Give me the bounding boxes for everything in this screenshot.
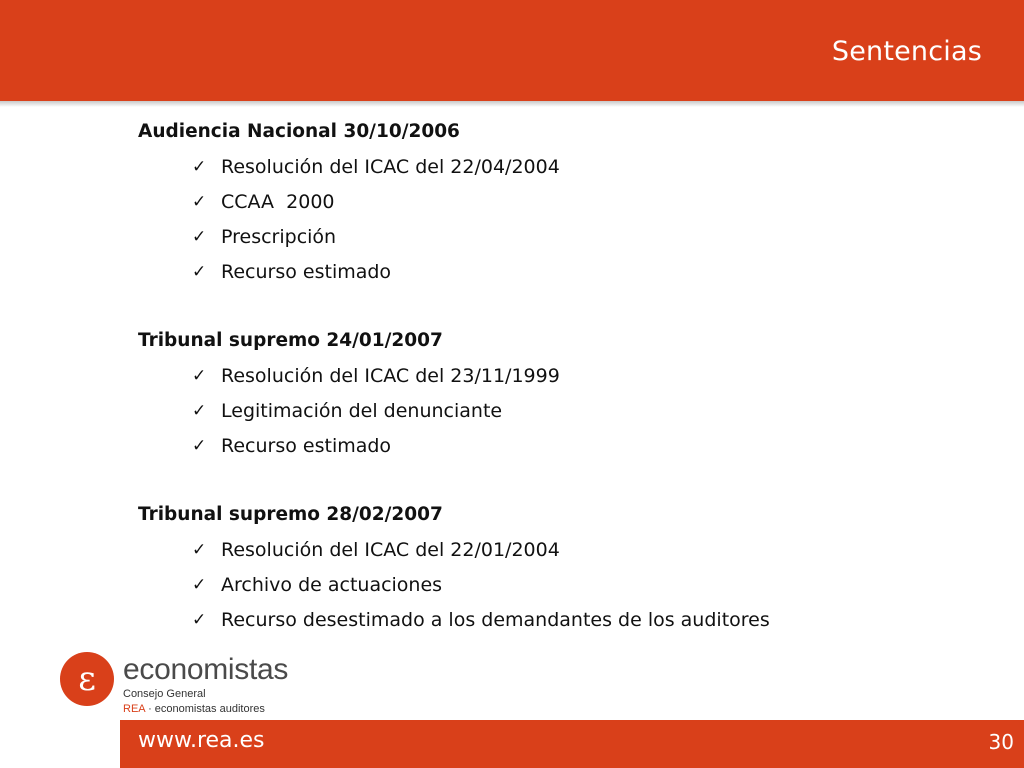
slide-content (138, 117, 988, 674)
logo-mark-icon (60, 652, 114, 706)
list-item (138, 360, 988, 395)
logo-rea: REA (123, 703, 146, 715)
footer-url: www.rea.es (138, 728, 265, 753)
checkmark-icon: ✓ (192, 262, 207, 282)
list-item (138, 151, 988, 186)
list-item-text: Resolución del ICAC del 22/04/2004 (221, 156, 560, 178)
list-item-text: Recurso estimado (221, 261, 392, 283)
logo-mark-glyph: ɛ (78, 659, 96, 699)
economistas-logo (60, 648, 290, 718)
checkmark-icon: ✓ (192, 366, 207, 386)
section-heading: Tribunal supremo 28/02/2007 (138, 504, 443, 525)
list-item-text: Recurso desestimado a los demandantes de los auditores (221, 609, 770, 631)
list-item-text: Recurso estimado (221, 435, 392, 457)
list-item (138, 221, 988, 256)
checkmark-icon: ✓ (192, 436, 207, 456)
bullet-list (138, 534, 988, 639)
section-audiencia-nacional (138, 117, 988, 291)
title-bar (0, 0, 1024, 101)
slide-title: Sentencias (831, 36, 982, 67)
list-item (138, 604, 988, 639)
bullet-list (138, 360, 988, 465)
checkmark-icon: ✓ (192, 540, 207, 560)
checkmark-icon: ✓ (192, 575, 207, 595)
checkmark-icon: ✓ (192, 157, 207, 177)
logo-tagline (123, 703, 265, 715)
list-item-text: Resolución del ICAC del 23/11/1999 (221, 365, 560, 387)
list-item-text: CCAA 2000 (221, 191, 335, 213)
list-item-text: Prescripción (221, 226, 337, 248)
list-item (138, 256, 988, 291)
list-item-text: Legitimación del denunciante (221, 400, 503, 422)
checkmark-icon: ✓ (192, 192, 207, 212)
list-item (138, 186, 988, 221)
list-item (138, 534, 988, 569)
logo-tagline-rest: · economistas auditores (145, 703, 265, 715)
list-item-text: Resolución del ICAC del 22/01/2004 (221, 539, 560, 561)
section-tribunal-supremo-2007-01 (138, 326, 988, 465)
title-bar-shadow (0, 101, 1024, 107)
section-tribunal-supremo-2007-02 (138, 500, 988, 639)
checkmark-icon: ✓ (192, 227, 207, 247)
bullet-list (138, 151, 988, 291)
list-item (138, 430, 988, 465)
section-heading: Tribunal supremo 24/01/2007 (138, 330, 443, 351)
section-heading: Audiencia Nacional 30/10/2006 (138, 121, 460, 142)
page-number: 30 (988, 730, 1014, 754)
footer-bar (120, 720, 1024, 768)
logo-subtitle: Consejo General (123, 688, 206, 700)
list-item-text: Archivo de actuaciones (221, 574, 443, 596)
list-item (138, 395, 988, 430)
list-item (138, 569, 988, 604)
checkmark-icon: ✓ (192, 401, 207, 421)
checkmark-icon: ✓ (192, 610, 207, 630)
logo-wordmark: economistas (123, 653, 289, 686)
